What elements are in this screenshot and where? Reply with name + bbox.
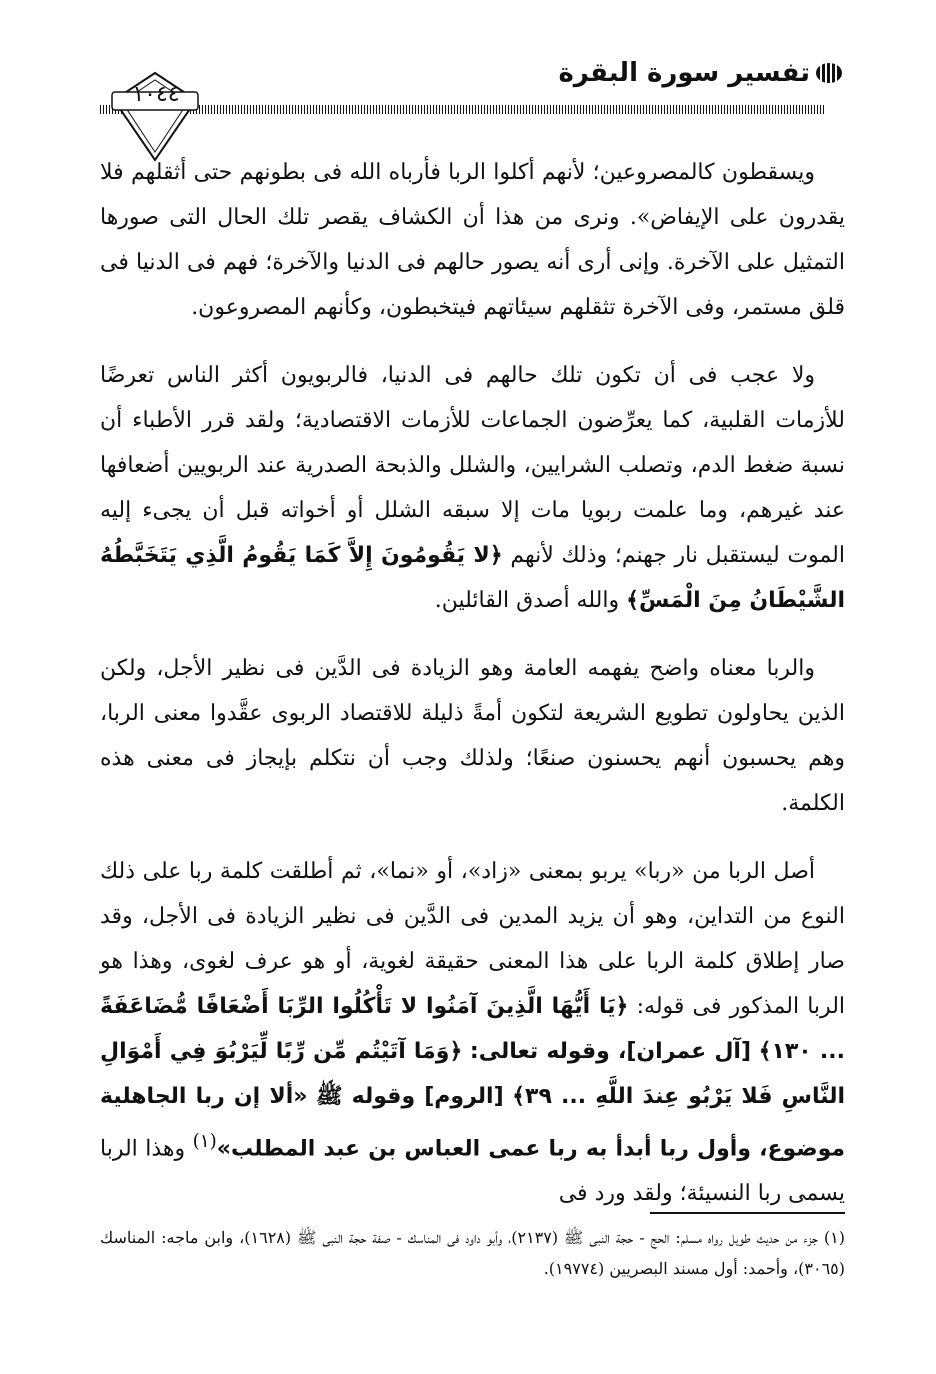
surah-ref-3: [الروم] وقوله ﷺ xyxy=(315,1084,504,1109)
header-rule xyxy=(100,105,825,114)
hadith-quote: «ألا إن ربا الجاهلية موضوع، وأول ربا أبدأ به ربا عمى العباس بن عبد المطلب» xyxy=(100,1084,845,1162)
paragraph-2-end: والله أصدق القائلين. xyxy=(434,588,620,613)
quran-quote-3: ﴿وَمَا آتَيْتُم مِّن رِّبًا لِّيَرْبُوَ فِي أَمْوَالِ النَّاسِ فَلا يَرْبُو عِندَ اللَّهِ ... ٣٩﴾ xyxy=(100,1039,846,1109)
footnote-rule xyxy=(650,1212,845,1214)
footnote: (١) جزء من حديث طويل رواه مسلم: الحج - حجة النبى ﷺ (٢١٣٧)، وأبو داود فى المناسك - صفة حجة النبى ﷺ (١٦٢٨)، وابن ماجه: المناسك (٣٠٦٥)، وأحمد: أول مسند البصريين (١٩٧٧٤). xyxy=(100,1228,845,1278)
paragraph-3: والربا معناه واضح يفهمه العامة وهو الزيادة فى الدَّين فى نظير الأجل، ولكن الذين يحاولون تطويع الشريعة لتكون أمةً ذليلة للاقتصاد الربوى عقَّدوا معنى الربا، وهم يحسبون أنهم يحسنون صنعًا؛ ولذلك وجب أن نتكلم بإيجاز فى معنى هذه الكلمة. xyxy=(100,656,846,816)
body-text xyxy=(100,150,845,1239)
running-title: تفسير سورة البقرة xyxy=(558,58,810,88)
paragraph-1: ويسقطون كالمصروعين؛ لأنهم أكلوا الربا فأرباه الله فى بطونهم حتى أثقلهم فلا يقدرون على الإيفاض». ونرى من هذا أن الكشاف يقصر تلك الحال التى صورها التمثيل على الآخرة. وإنى أرى أنه يصور حالهم فى الدنيا والآخرة؛ فهم فى الدنيا فى قلق مستمر، وفى الآخرة تثقلهم سيئاتهم فيتخبطون، وكأنهم المصروعون. xyxy=(100,160,845,320)
paragraph-2 xyxy=(100,353,845,623)
quran-quote-1: ﴿لا يَقُومُونَ إِلاَّ كَمَا يَقُومُ الَّذِي يَتَخَبَّطُهُ الشَّيْطَانُ مِنَ الْمَسِّ﴾ xyxy=(100,543,845,613)
paragraph-4-end: وهذا الربا يسمى ربا النسيئة؛ ولقد ورد فى xyxy=(100,1136,845,1207)
quran-quote-2: ﴿يَا أَيُّهَا الَّذِينَ آمَنُوا لا تَأْكُلُوا الرِّبَا أَضْعَافًا مُّضَاعَفَةً ... ١٣٠﴾ xyxy=(100,994,845,1064)
surah-ref-2: [آل عمران]، وقوله تعالى: xyxy=(469,1039,752,1064)
paragraph-4-text: أصل الربا من «ربا» يربو بمعنى «زاد»، أو «نما»، ثم أطلقت كلمة ربا على ذلك النوع من التداين، وهو أن يزيد المدين فى الدَّين فى نظير الزيادة فى الأجل، وقد صار إطلاق كلمة الربا على هذا المعنى حقيقة لغوية، أو هو عرف لغوى، وهذا هو الربا المذكور فى قوله: xyxy=(100,859,846,1019)
page-number: ١٠٤٤ xyxy=(132,82,180,107)
header-ornament-icon xyxy=(812,60,846,86)
paragraph-4 xyxy=(100,849,845,1216)
footnote-marker: (١) xyxy=(192,1131,217,1152)
paragraph-2-text: ولا عجب فى أن تكون تلك حالهم فى الدنيا، فالربويون أكثر الناس تعرضًا للأزمات القلبية، كما يعرِّضون الجماعات للأزمات الاقتصادية؛ ولقد قرر الأطباء أن نسبة ضغط الدم، وتصلب الشرايين، والشلل والذبحة الصدرية عند الربويين أضعافها عند غيرهم، وما علمت ربويا مات إلا سبقه الشلل أو أخواته قبل أن يجىء إليه الموت ليستقبل نار جهنم؛ وذلك لأنهم xyxy=(100,363,845,568)
